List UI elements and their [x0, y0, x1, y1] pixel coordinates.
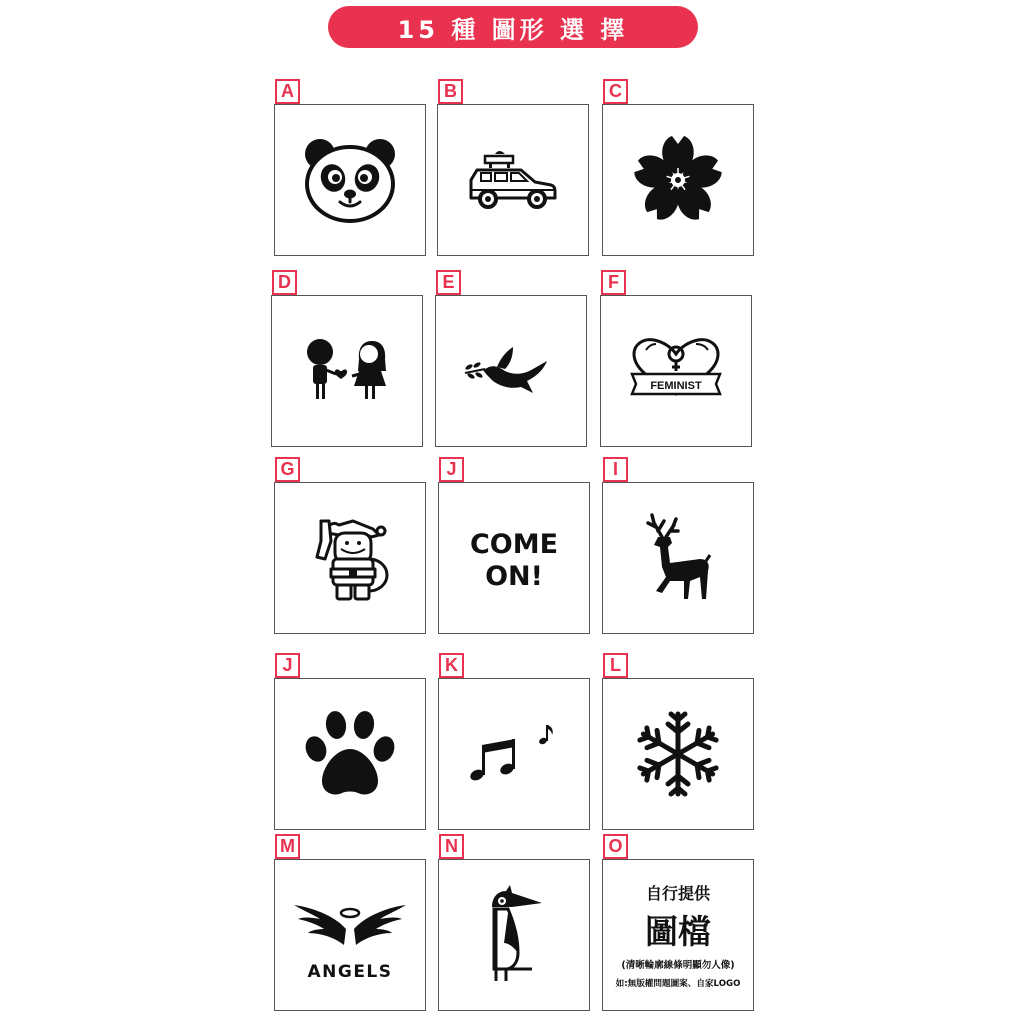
boy-girl-heart-icon	[302, 338, 392, 404]
option-box[interactable]	[602, 482, 754, 634]
cherry-blossom-icon	[630, 132, 726, 228]
option-letter: A	[275, 79, 300, 104]
title-banner	[328, 6, 698, 48]
option-box[interactable]	[438, 678, 590, 830]
banner-title: 15 種 圖形 選 擇	[397, 15, 629, 44]
option-letter: C	[603, 79, 628, 104]
option-letter: L	[603, 653, 628, 678]
angel-wings-icon	[290, 885, 410, 985]
option-letter: G	[275, 457, 300, 482]
option-box[interactable]	[274, 482, 426, 634]
suv-car-icon	[467, 148, 559, 212]
option-tile-a[interactable]	[274, 81, 426, 256]
option-tile-o[interactable]	[602, 836, 754, 1011]
woodpecker-icon	[484, 885, 544, 985]
feminist-heart-icon	[628, 338, 724, 404]
option-tile-f[interactable]	[600, 272, 752, 447]
option-box[interactable]	[274, 678, 426, 830]
option-letter: J	[439, 457, 464, 482]
music-notes-icon	[469, 719, 559, 789]
reindeer-icon	[640, 513, 716, 603]
come-on-text-icon	[464, 523, 564, 593]
option-box[interactable]	[438, 482, 590, 634]
option-tile-d[interactable]	[271, 272, 423, 447]
option-tile-j-paw[interactable]	[274, 655, 426, 830]
option-box[interactable]	[438, 859, 590, 1011]
option-letter: E	[436, 270, 461, 295]
option-box[interactable]	[435, 295, 587, 447]
snowflake-icon	[632, 708, 724, 800]
option-tile-j-come-on[interactable]	[438, 459, 590, 634]
option-letter: J	[275, 653, 300, 678]
option-tile-n[interactable]	[438, 836, 590, 1011]
custom-upload-line1: 自行提供	[645, 884, 710, 903]
option-letter: M	[275, 834, 300, 859]
option-box[interactable]	[600, 295, 752, 447]
option-tile-b[interactable]	[437, 81, 589, 256]
option-tile-c[interactable]	[602, 81, 754, 256]
option-letter: N	[439, 834, 464, 859]
option-box[interactable]	[274, 104, 426, 256]
paw-print-icon	[302, 709, 398, 799]
feminist-label: FEMINIST	[650, 380, 702, 392]
angels-label: ANGELS	[307, 962, 393, 982]
option-box[interactable]	[271, 295, 423, 447]
come-on-line2: ON!	[485, 561, 543, 592]
custom-upload-line4: 如:無版權問題圖案、自家LOGO	[615, 979, 741, 989]
santa-claus-icon	[305, 513, 395, 603]
option-letter: D	[272, 270, 297, 295]
option-box[interactable]	[274, 859, 426, 1011]
option-box[interactable]	[602, 678, 754, 830]
option-letter: F	[601, 270, 626, 295]
dove-olive-branch-icon	[463, 345, 559, 397]
custom-upload-box[interactable]	[602, 859, 754, 1011]
custom-upload-line3: (清晰輪廓線條明顯勿人像)	[621, 960, 735, 971]
panda-face-icon	[302, 136, 398, 224]
option-tile-g[interactable]	[274, 459, 426, 634]
option-letter: K	[439, 653, 464, 678]
option-letter: I	[603, 457, 628, 482]
come-on-line1: COME	[469, 529, 559, 560]
option-letter: B	[438, 79, 463, 104]
option-letter: O	[603, 834, 628, 859]
option-tile-i[interactable]	[602, 459, 754, 634]
option-box[interactable]	[602, 104, 754, 256]
option-tile-k[interactable]	[438, 655, 590, 830]
option-tile-m[interactable]	[274, 836, 426, 1011]
custom-upload-line2: 圖檔	[645, 912, 711, 951]
option-box[interactable]	[437, 104, 589, 256]
option-tile-l[interactable]	[602, 655, 754, 830]
option-tile-e[interactable]	[435, 272, 587, 447]
